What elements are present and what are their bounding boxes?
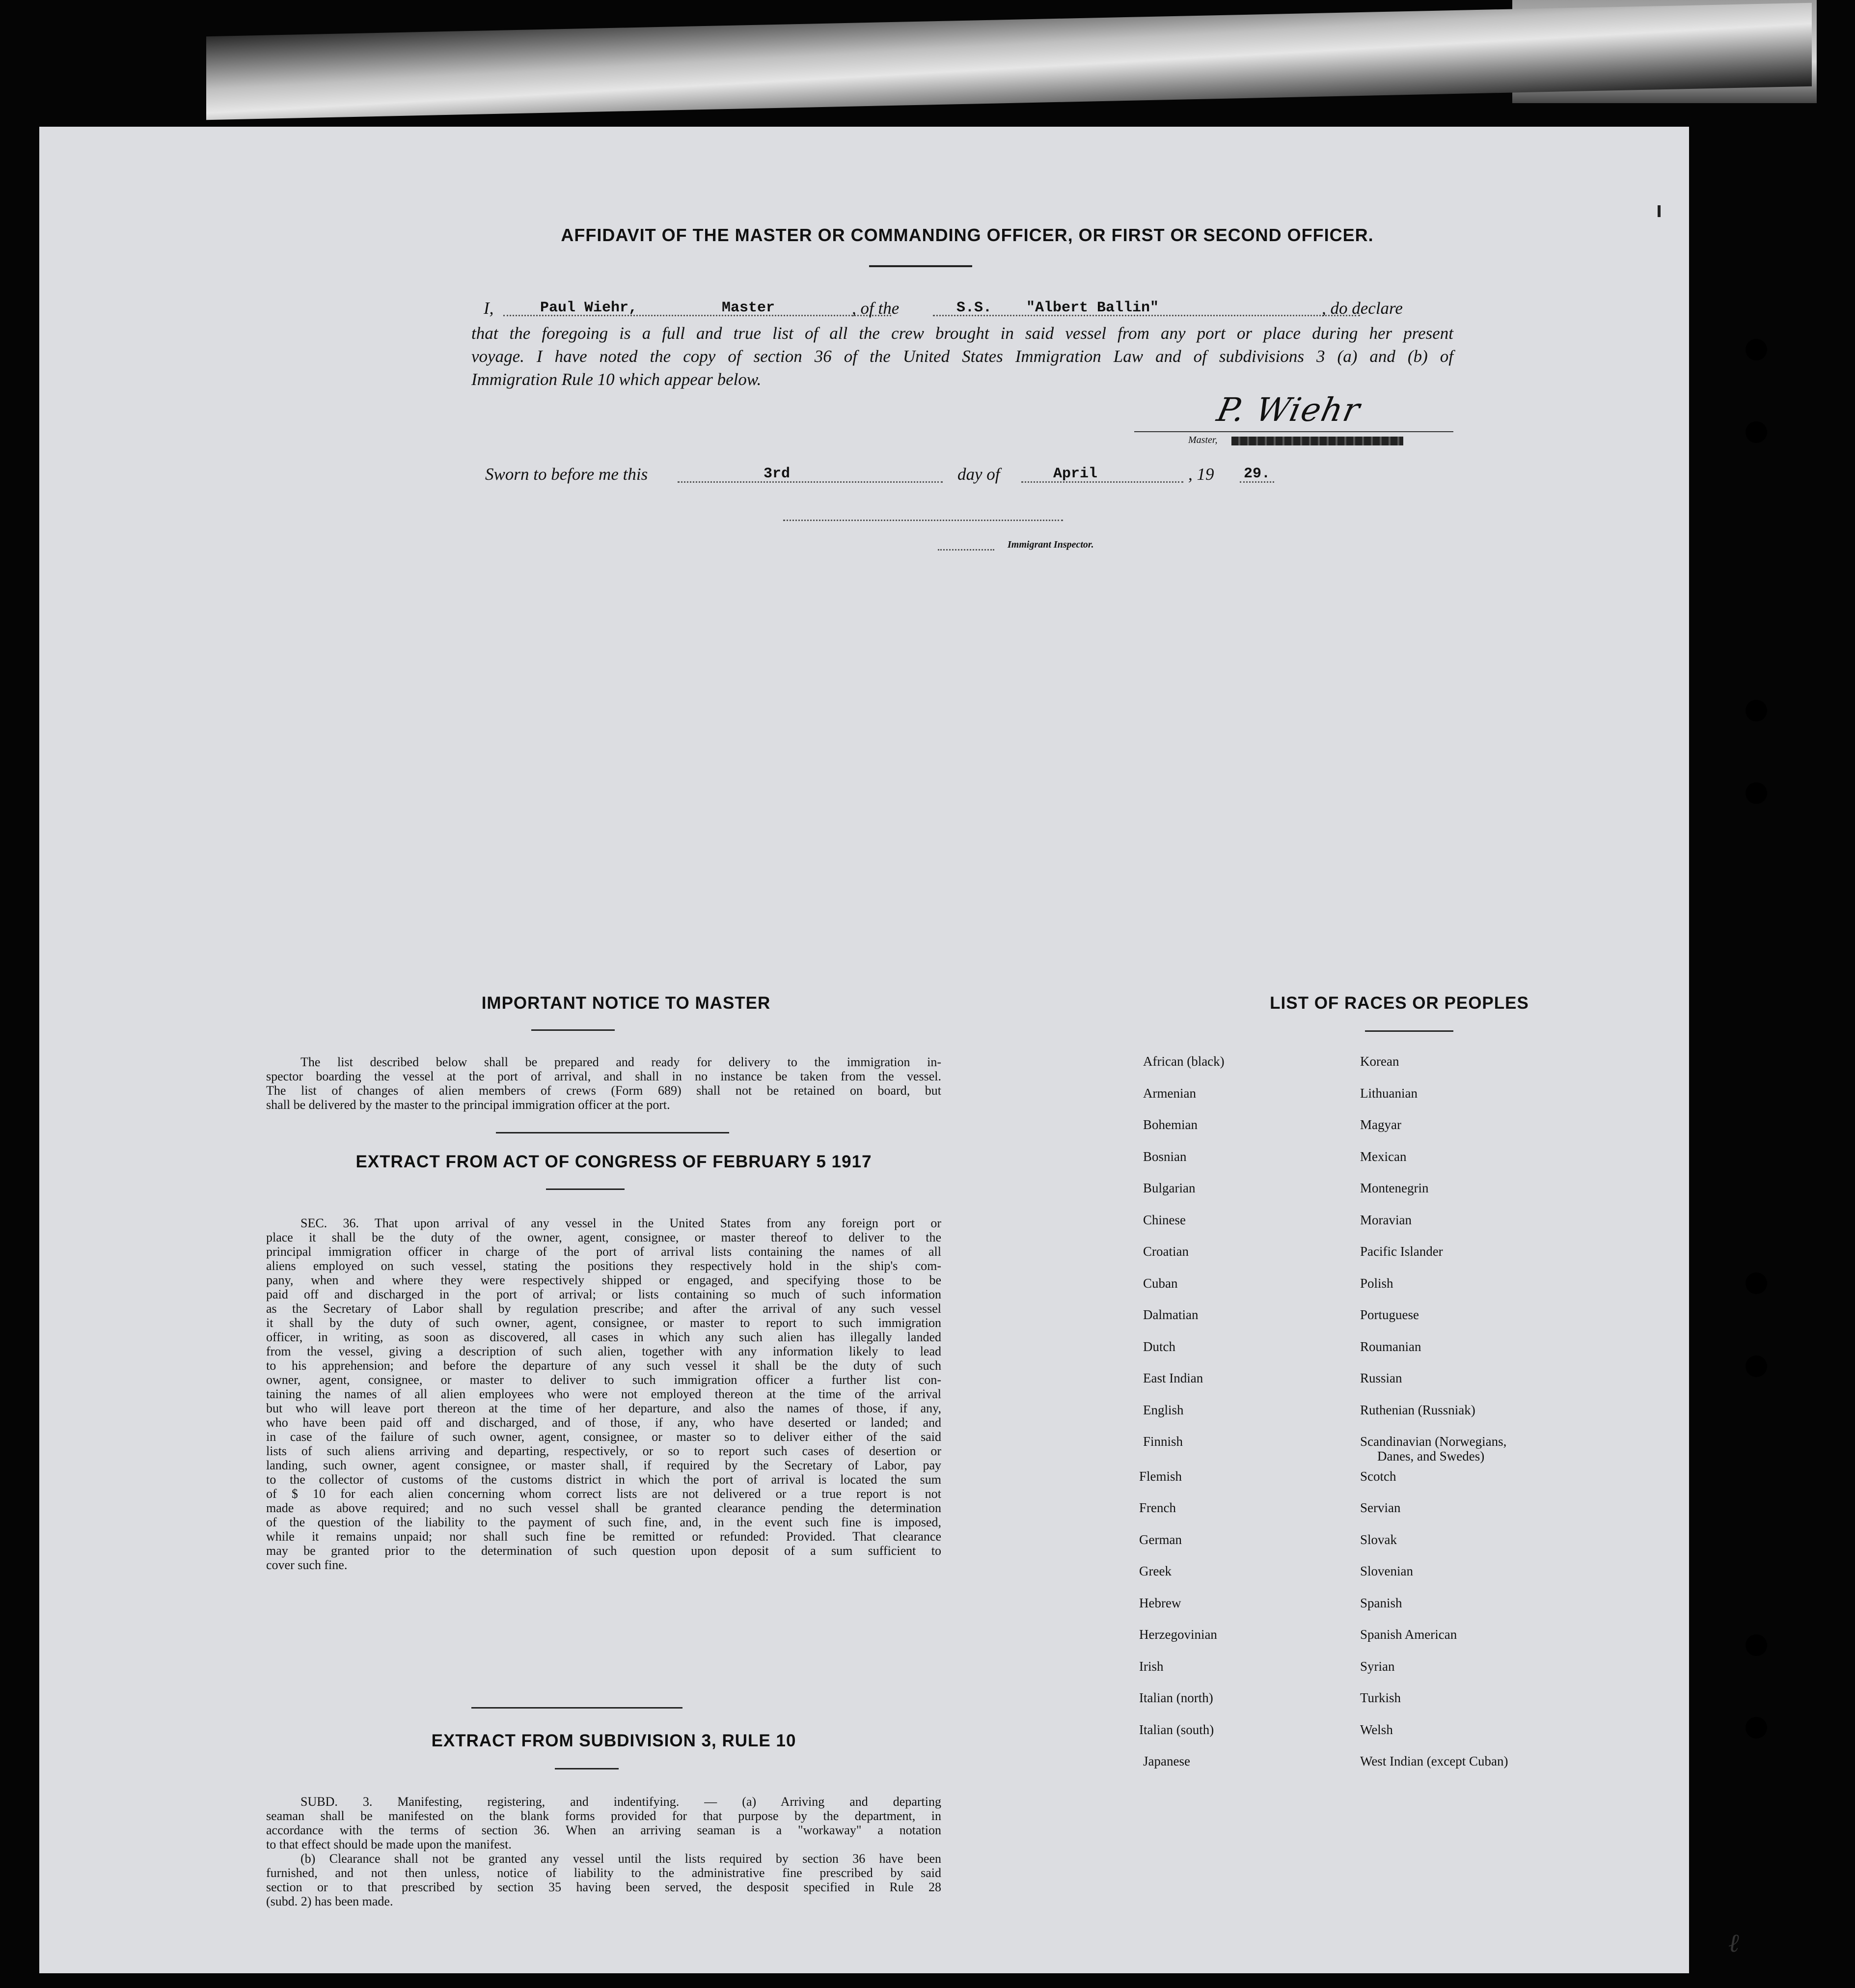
affidavit-line: Immigration Rule 10 which appear below. bbox=[471, 370, 762, 389]
act-line: cover such fine. bbox=[266, 1558, 348, 1572]
notice-line: The list of changes of alien members of crews (Form 689) shall not be retained on board, but bbox=[266, 1083, 941, 1098]
affidavit-title: AFFIDAVIT OF THE MASTER OR COMMANDING OFFICER, OR FIRST OR SECOND OFFICER. bbox=[561, 225, 1374, 245]
inspector-label: Immigrant Inspector. bbox=[1008, 539, 1094, 550]
act-line: who have been paid off and discharged, and of those, if any, who have deserted or landed; and bbox=[266, 1415, 941, 1430]
rule-line: furnished, and not then unless, notice of liability to the administrative fine prescribed by said bbox=[266, 1866, 941, 1880]
notice-title: IMPORTANT NOTICE TO MASTER bbox=[481, 994, 771, 1013]
race-item: West Indian (except Cuban) bbox=[1360, 1754, 1508, 1768]
master-rank: Master bbox=[722, 300, 775, 316]
punch-hole bbox=[1746, 1355, 1767, 1377]
affidavit-line: voyage. I have noted the copy of section 36 of the United States Immigration Law and of subdivisions 3 (a) and (b) of bbox=[471, 347, 1453, 366]
notice-line: The list described below shall be prepared and ready for delivery to the immigration in- bbox=[300, 1055, 941, 1069]
master-signature: P. Wiehr bbox=[1213, 391, 1364, 429]
act-line: in case of the failure of such owner, agent, consignee, or master so to deliver either of the said bbox=[266, 1430, 941, 1444]
race-item: Polish bbox=[1360, 1275, 1393, 1291]
rule-line: SUBD. 3. Manifesting, registering, and indentifying. — (a) Arriving and departing bbox=[300, 1795, 941, 1809]
of-the-label: , of the bbox=[852, 299, 900, 318]
act-line: taining the names of all alien employees who were not employed thereon at the time of the arrival bbox=[266, 1387, 941, 1401]
race-item: Korean bbox=[1360, 1054, 1399, 1069]
race-item: Croatian bbox=[1143, 1244, 1189, 1259]
race-item: Armenian bbox=[1143, 1085, 1196, 1101]
race-item: Chinese bbox=[1143, 1212, 1186, 1227]
sworn-month: April bbox=[1053, 466, 1098, 482]
race-item: Bulgarian bbox=[1143, 1181, 1196, 1195]
race-item: Portuguese bbox=[1360, 1307, 1419, 1322]
rule-line: (b) Clearance shall not be granted any vessel until the lists required by section 36 have been bbox=[300, 1851, 941, 1866]
act-line: lists of such aliens arriving and departing, respectively, or so to report such cases of desertion or bbox=[266, 1444, 941, 1458]
act-line: but who will leave port thereon at the time of her departure, and also the names of those, if any, bbox=[266, 1401, 941, 1415]
page-number-mark: ℓ bbox=[1728, 1930, 1739, 1958]
notice-line: shall be delivered by the master to the principal immigration officer at the port. bbox=[266, 1098, 670, 1112]
act-line: place it shall be the duty of the owner, agent, consignee, or master thereof to deliver to the bbox=[266, 1230, 941, 1244]
race-item: East Indian bbox=[1143, 1371, 1203, 1385]
act-line: as the Secretary of Labor shall by regulation prescribe; and after the arrival of any such vessel bbox=[266, 1301, 941, 1316]
notice-line: spector boarding the vessel at the port of arrival, and shall in no instance be taken from the vessel. bbox=[266, 1069, 941, 1083]
document-page bbox=[39, 127, 1739, 1973]
race-item: Slovenian bbox=[1360, 1564, 1413, 1578]
race-item: Bohemian bbox=[1143, 1117, 1198, 1132]
race-item: Danes, and Swedes) bbox=[1377, 1449, 1485, 1463]
rule-line: seaman shall be manifested on the blank forms provided for that purpose by the department, in bbox=[266, 1809, 941, 1823]
punch-hole bbox=[1746, 1717, 1767, 1739]
races-list bbox=[39, 127, 1689, 1973]
act-line: of the question of the liability to the payment of such fine, and, in the event such fine is imposed, bbox=[266, 1515, 941, 1529]
race-item: Hebrew bbox=[1139, 1595, 1181, 1610]
rule-line: to that effect should be made upon the manifest. bbox=[266, 1837, 512, 1851]
act-line: may be granted prior to the determination of such question upon deposit of a sum sufficient to bbox=[266, 1544, 941, 1558]
race-item: Welsh bbox=[1360, 1722, 1393, 1737]
vessel-prefix: S.S. bbox=[956, 300, 992, 316]
day-of-label: day of bbox=[957, 465, 1000, 484]
race-item: Greek bbox=[1139, 1564, 1172, 1578]
signature-caption: Master, bbox=[1188, 435, 1218, 445]
race-item: Japanese bbox=[1143, 1754, 1190, 1768]
race-item: Slovak bbox=[1360, 1532, 1397, 1547]
sworn-year: 29. bbox=[1244, 466, 1271, 482]
rule-title: EXTRACT FROM SUBDIVISION 3, RULE 10 bbox=[431, 1731, 796, 1750]
race-item: African (black) bbox=[1143, 1054, 1225, 1069]
punch-hole bbox=[1746, 421, 1767, 443]
act-line: owner, agent, consignee, or master to deliver to such immigration officer a further list con- bbox=[266, 1373, 941, 1387]
race-item: German bbox=[1139, 1532, 1182, 1547]
races-title: LIST OF RACES OR PEOPLES bbox=[1270, 994, 1529, 1013]
act-line: aliens employed on such vessel, stating the positions they respectively hold in the ship's com- bbox=[266, 1259, 941, 1273]
vessel-name: "Albert Ballin" bbox=[1026, 300, 1159, 316]
race-item: Scandinavian (Norwegians, bbox=[1360, 1434, 1507, 1449]
race-item: Ruthenian (Russniak) bbox=[1360, 1402, 1475, 1417]
race-item: Cuban bbox=[1143, 1275, 1178, 1291]
race-item: Scotch bbox=[1360, 1468, 1396, 1484]
race-item: Lithuanian bbox=[1360, 1085, 1418, 1101]
race-item: Turkish bbox=[1360, 1690, 1401, 1705]
rule-line: (subd. 2) has been made. bbox=[266, 1894, 393, 1908]
punch-hole bbox=[1746, 339, 1767, 360]
punch-hole bbox=[1746, 1272, 1767, 1294]
act-line: to his apprehension; and before the departure of any such vessel it shall be the duty of such bbox=[266, 1358, 941, 1373]
act-line: landing, such owner, agent consignee, or master shall, if required by the Secretary of Labor, pay bbox=[266, 1458, 941, 1472]
sworn-day: 3rd bbox=[764, 466, 791, 482]
act-line: SEC. 36. That upon arrival of any vessel in the United States from any foreign port or bbox=[300, 1216, 941, 1230]
race-item: Bosnian bbox=[1143, 1149, 1187, 1164]
act-line: principal immigration officer in charge of the port of arrival lists containing the names of all bbox=[266, 1244, 941, 1259]
year-prefix: , 19 bbox=[1188, 465, 1214, 484]
race-item: Italian (south) bbox=[1139, 1722, 1214, 1737]
race-item: Irish bbox=[1139, 1658, 1164, 1674]
race-item: Flemish bbox=[1139, 1468, 1182, 1484]
declarant-intro: I, bbox=[484, 299, 494, 318]
punch-hole bbox=[1746, 1634, 1767, 1656]
act-line: from the vessel, giving a description of such alien, together with any information likely to lead bbox=[266, 1344, 941, 1358]
race-item: Pacific Islander bbox=[1360, 1244, 1443, 1259]
act-line: to the collector of customs of the customs district in which the port of arrival is located the sum bbox=[266, 1472, 941, 1487]
race-item: Russian bbox=[1360, 1371, 1402, 1385]
act-line: while it remains unpaid; nor shall such fine be remitted or refunded: Provided. That clearance bbox=[266, 1529, 941, 1544]
race-item: French bbox=[1139, 1500, 1176, 1515]
race-item: Mexican bbox=[1360, 1149, 1407, 1164]
race-item: Dalmatian bbox=[1143, 1307, 1199, 1322]
race-item: Italian (north) bbox=[1139, 1690, 1213, 1705]
rule-line: accordance with the terms of section 36. When an arriving seaman is a "workaway" a notation bbox=[266, 1823, 941, 1837]
race-item: Roumanian bbox=[1360, 1339, 1421, 1354]
race-item: Moravian bbox=[1360, 1212, 1412, 1227]
act-line: officer, in writing, as soon as discovered, all cases in which any such alien has illegally landed bbox=[266, 1330, 941, 1344]
master-name: Paul Wiehr, bbox=[540, 300, 638, 316]
act-line: pany, when and where they were respectively shipped or engaged, and specifying those to be bbox=[266, 1273, 941, 1287]
race-item: Servian bbox=[1360, 1500, 1401, 1515]
do-declare-label: , do declare bbox=[1322, 299, 1403, 318]
race-item: Magyar bbox=[1360, 1117, 1401, 1132]
race-item: Dutch bbox=[1143, 1339, 1175, 1354]
act-line: paid off and discharged in the port of arrival; or lists containing so much of such information bbox=[266, 1287, 941, 1301]
race-item: English bbox=[1143, 1402, 1184, 1417]
act-title: EXTRACT FROM ACT OF CONGRESS OF FEBRUARY 5 1917 bbox=[355, 1152, 872, 1171]
act-line: of $ 10 for each alien concerning whom correct lists are not delivered or a true report is not bbox=[266, 1487, 941, 1501]
race-item: Spanish bbox=[1360, 1595, 1402, 1610]
punch-hole bbox=[1746, 700, 1767, 721]
race-item: Montenegrin bbox=[1360, 1181, 1429, 1195]
race-item: Herzegovinian bbox=[1139, 1627, 1217, 1642]
sworn-prefix: Sworn to before me this bbox=[485, 465, 648, 484]
punch-hole bbox=[1746, 782, 1767, 804]
act-line: made as above required; and no such vessel shall be granted clearance pending the determination bbox=[266, 1501, 941, 1515]
act-line: it shall by the duty of such owner, agent, consignee, or master to report to such immigration bbox=[266, 1316, 941, 1330]
rule-line: section or to that prescribed by section 35 having been served, the desposit specified in Rule 28 bbox=[266, 1880, 941, 1894]
affidavit-line: that the foregoing is a full and true list of all the crew brought in said vessel from any port or place during her present bbox=[471, 324, 1453, 343]
race-item: Finnish bbox=[1143, 1434, 1183, 1449]
race-item: Spanish American bbox=[1360, 1627, 1457, 1642]
race-item: Syrian bbox=[1360, 1658, 1395, 1674]
